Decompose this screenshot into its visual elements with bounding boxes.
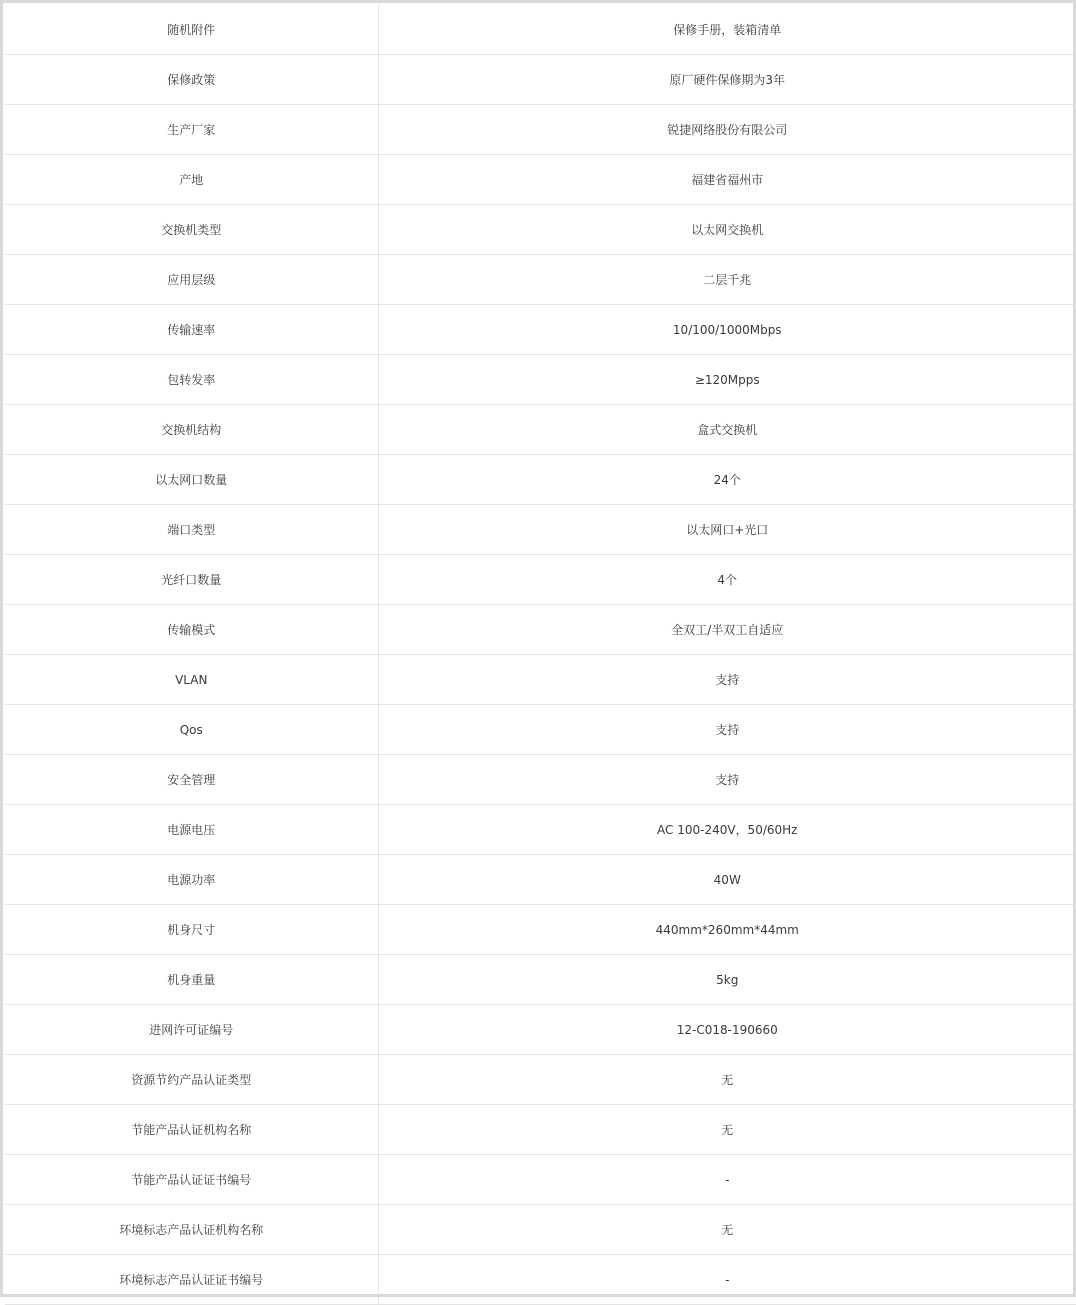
spec-label-cell: 环境标志产品认证证书编号: [5, 1255, 378, 1305]
spec-label-cell: VLAN: [5, 655, 378, 705]
table-row: [5, 905, 1076, 955]
spec-label-cell: 交换机类型: [5, 205, 378, 255]
table-row: [5, 455, 1076, 505]
spec-label-cell: 保修政策: [5, 55, 378, 105]
spec-value-cell: 原厂硬件保修期为3年: [378, 55, 1076, 105]
spec-label-cell: 产地: [5, 155, 378, 205]
spec-table: [5, 5, 1076, 1305]
spec-label-cell: 节能产品认证证书编号: [5, 1155, 378, 1205]
spec-value-cell: 10/100/1000Mbps: [378, 305, 1076, 355]
spec-label-cell: 环境标志产品认证机构名称: [5, 1205, 378, 1255]
table-row: [5, 555, 1076, 605]
spec-label-cell: 电源功率: [5, 855, 378, 905]
spec-value-cell: 无: [378, 1055, 1076, 1105]
table-row: [5, 1105, 1076, 1155]
spec-label-cell: 传输模式: [5, 605, 378, 655]
table-row: [5, 1205, 1076, 1255]
spec-label-cell: 应用层级: [5, 255, 378, 305]
table-row: [5, 1255, 1076, 1305]
spec-value-cell: ≥120Mpps: [378, 355, 1076, 405]
spec-value-cell: 盒式交换机: [378, 405, 1076, 455]
table-row: [5, 755, 1076, 805]
table-row: [5, 1155, 1076, 1205]
table-row: [5, 1055, 1076, 1105]
spec-label-cell: 传输速率: [5, 305, 378, 355]
spec-label-cell: 资源节约产品认证类型: [5, 1055, 378, 1105]
spec-label-cell: 光纤口数量: [5, 555, 378, 605]
table-row: [5, 655, 1076, 705]
table-row: [5, 855, 1076, 905]
spec-label-cell: 包转发率: [5, 355, 378, 405]
table-row: [5, 605, 1076, 655]
table-row: [5, 155, 1076, 205]
spec-value-cell: 12-C018-190660: [378, 1005, 1076, 1055]
spec-value-cell: 支持: [378, 705, 1076, 755]
table-row: [5, 405, 1076, 455]
spec-value-cell: 锐捷网络股份有限公司: [378, 105, 1076, 155]
spec-label-cell: 节能产品认证机构名称: [5, 1105, 378, 1155]
table-row: [5, 1005, 1076, 1055]
table-row: [5, 805, 1076, 855]
spec-value-cell: 无: [378, 1205, 1076, 1255]
table-row: [5, 505, 1076, 555]
spec-value-cell: 福建省福州市: [378, 155, 1076, 205]
spec-label-cell: 安全管理: [5, 755, 378, 805]
spec-value-cell: 二层千兆: [378, 255, 1076, 305]
spec-value-cell: 40W: [378, 855, 1076, 905]
spec-label-cell: 交换机结构: [5, 405, 378, 455]
table-row: [5, 955, 1076, 1005]
spec-label-cell: 电源电压: [5, 805, 378, 855]
spec-value-cell: -: [378, 1155, 1076, 1205]
spec-value-cell: 以太网交换机: [378, 205, 1076, 255]
spec-label-cell: 端口类型: [5, 505, 378, 555]
spec-value-cell: 全双工/半双工自适应: [378, 605, 1076, 655]
table-row: [5, 105, 1076, 155]
spec-value-cell: 4个: [378, 555, 1076, 605]
spec-label-cell: 生产厂家: [5, 105, 378, 155]
spec-value-cell: 以太网口+光口: [378, 505, 1076, 555]
table-row: [5, 5, 1076, 55]
table-row: [5, 205, 1076, 255]
table-row: [5, 255, 1076, 305]
table-row: [5, 705, 1076, 755]
spec-value-cell: 支持: [378, 655, 1076, 705]
spec-value-cell: 24个: [378, 455, 1076, 505]
spec-value-cell: AC 100-240V，50/60Hz: [378, 805, 1076, 855]
spec-table-body: [5, 5, 1076, 1305]
spec-label-cell: 随机附件: [5, 5, 378, 55]
spec-label-cell: Qos: [5, 705, 378, 755]
spec-label-cell: 进网许可证编号: [5, 1005, 378, 1055]
spec-value-cell: 440mm*260mm*44mm: [378, 905, 1076, 955]
spec-value-cell: 保修手册，装箱清单: [378, 5, 1076, 55]
spec-value-cell: 无: [378, 1105, 1076, 1155]
spec-label-cell: 机身尺寸: [5, 905, 378, 955]
spec-value-cell: 5kg: [378, 955, 1076, 1005]
spec-value-cell: -: [378, 1255, 1076, 1305]
table-row: [5, 305, 1076, 355]
table-row: [5, 355, 1076, 405]
spec-label-cell: 以太网口数量: [5, 455, 378, 505]
spec-value-cell: 支持: [378, 755, 1076, 805]
spec-label-cell: 机身重量: [5, 955, 378, 1005]
table-row: [5, 55, 1076, 105]
